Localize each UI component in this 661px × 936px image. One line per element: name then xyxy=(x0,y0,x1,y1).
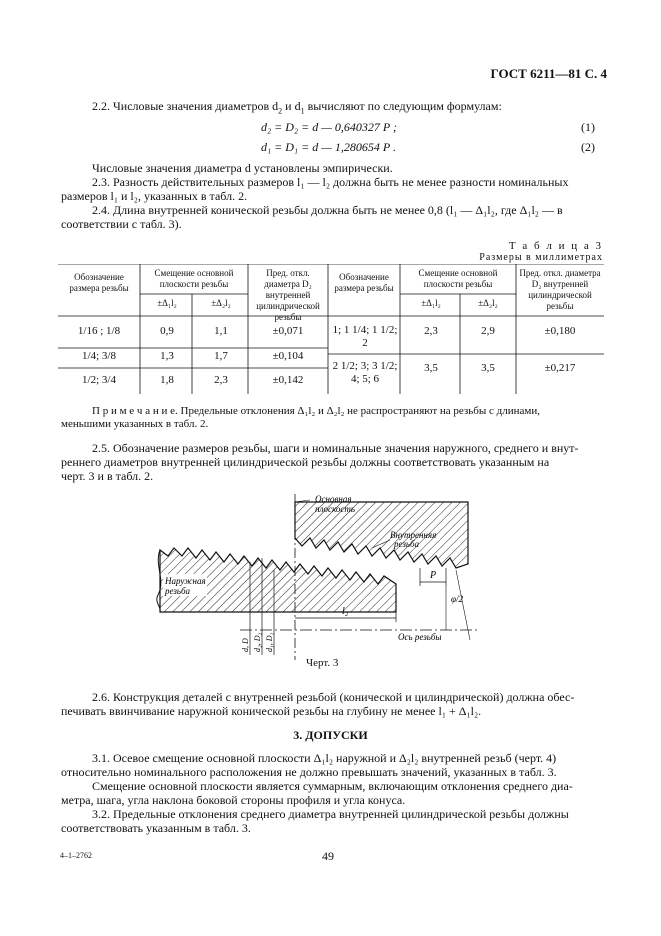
p2-2-text-a: 2.2. Числовые значения диаметров d xyxy=(92,99,279,113)
paragraph-2-4-line1: 2.4. Длина внутренней конической резьбы должна быть не менее 0,8 (l₁ — Δ₁l₂, где Δ₁l₂ — в xyxy=(92,203,563,217)
th-d2-right: ±Δ₂l₂ xyxy=(478,298,498,308)
row-r2-b: 3,5 xyxy=(481,362,495,374)
p2-2-text-c: вычисляют по следующим формулам: xyxy=(304,99,502,113)
label-d1-D1: d₁, D₁ xyxy=(265,632,274,652)
label-external-1: Наружная xyxy=(165,576,206,586)
th-dev-right: Пред. откл. диаметра D₂ внутренней цилиндрической резьбы xyxy=(519,268,601,311)
table-units: Размеры в миллиметрах xyxy=(479,252,603,263)
row3-c: ±0,142 xyxy=(272,374,304,386)
th-offset-left: Смещение основной плоскости резьбы xyxy=(154,268,234,289)
label-base-plane-1: Основная xyxy=(315,494,352,504)
paragraph-2-6-line2: печивать ввинчивание наружной конической резьбы на глубину не менее l₁ + Δ₁l₂. xyxy=(61,704,482,718)
p2-2-sub-b: 1 xyxy=(300,106,305,116)
paragraph-3-1b-line1: Смещение основной плоскости является суммарным, включающим отклонения среднего диа- xyxy=(92,779,573,793)
row3-size: 1/2; 3/4 xyxy=(82,374,116,386)
label-l2: l₂ xyxy=(342,606,349,617)
paragraph-3-1-line1: 3.1. Осевое смещение основной плоскости Δ₁l₂ наружной и Δ₂l₂ внутренней резьб (черт. 4) xyxy=(92,751,557,765)
note-text-1: Предельные отклонения Δ₁l₂ и Δ₂l₂ не распространяют на резьбы с длинами, xyxy=(177,405,540,417)
paragraph-d: Числовые значения диаметра d установлены эмпирически. xyxy=(92,161,393,175)
row-r1-a: 2,3 xyxy=(424,325,438,337)
figure-caption: Черт. 3 xyxy=(306,657,339,669)
page-header: ГОСТ 6211—81 С. 4 xyxy=(490,66,607,81)
label-d-D: d, D xyxy=(241,638,250,652)
th-designation-left: Обозначение размера резьбы xyxy=(69,272,129,293)
paragraph-2-5-line3: черт. 3 и в табл. 2. xyxy=(61,469,154,483)
row-r1-size: 1; 1 1/4; 1 1/2; 2 xyxy=(332,324,398,349)
row1-b: 1,1 xyxy=(214,325,228,337)
section-title: 3. ДОПУСКИ xyxy=(293,728,368,742)
paragraph-2-4-line2: соответствии с табл. 3). xyxy=(61,217,182,231)
paragraph-2-6-line1: 2.6. Конструкция деталей с внутренней резьбой (конической и цилиндрической) должна обес- xyxy=(92,690,575,704)
th-d1-right: ±Δ₁l₂ xyxy=(421,298,441,308)
row-r2-c: ±0,217 xyxy=(544,362,576,374)
th-d2-left: ±Δ₂l₂ xyxy=(211,298,231,308)
row2-c: ±0,104 xyxy=(272,350,304,362)
row-r2-a: 3,5 xyxy=(424,362,438,374)
footer-code: 4–1–2762 xyxy=(60,851,92,860)
paragraph-3-1-line2: относительно номинального расположения не должно превышать значений, указанных в табл. 3. xyxy=(61,765,557,779)
thread-drawing xyxy=(150,490,490,660)
paragraph-2-2 xyxy=(92,99,502,118)
note-label: П р и м е ч а н и е. xyxy=(92,405,178,417)
table-label: Т а б л и ц а 3 xyxy=(508,240,603,252)
note-line2: меньшими указанных в табл. 2. xyxy=(61,418,209,430)
row3-b: 2,3 xyxy=(214,374,228,386)
row-r2-size: 2 1/2; 3; 3 1/2; 4; 5; 6 xyxy=(332,360,398,385)
label-internal-1: Внутренняя xyxy=(390,530,437,540)
th-dev-left: Пред. откл. диаметра D₂ внутренней цилиндрической резьбы xyxy=(256,268,320,322)
label-external-2: резьба xyxy=(165,586,191,596)
label-half-angle: φ/2 xyxy=(451,594,463,604)
paragraph-2-5-line1: 2.5. Обозначение размеров резьбы, шаги и номинальные значения наружного, среднего и внут- xyxy=(92,441,579,455)
row3-a: 1,8 xyxy=(160,374,174,386)
formula-2: d₁ = D₁ = d — 1,280654 P . xyxy=(261,140,396,154)
row2-a: 1,3 xyxy=(160,350,174,362)
label-axis: Ось резьбы xyxy=(398,632,442,642)
th-designation-right: Обозначение размера резьбы xyxy=(334,272,394,293)
formula-2-number: (2) xyxy=(581,140,595,154)
note-line1 xyxy=(92,405,600,418)
row-r1-c: ±0,180 xyxy=(544,325,576,337)
row2-size: 1/4; 3/8 xyxy=(82,350,116,362)
paragraph-3-2-line2: соответствовать указанным в табл. 3. xyxy=(61,821,251,835)
th-d1-left: ±Δ₁l₂ xyxy=(157,298,177,308)
label-pitch: P xyxy=(430,570,437,581)
page-number: 49 xyxy=(322,849,334,863)
formula-1-number: (1) xyxy=(581,120,595,134)
paragraph-2-3-line1: 2.3. Разность действительных размеров l₁ — l₂ должна быть не менее разности номинальных xyxy=(92,175,569,189)
formula-1: d₂ = D₂ = d — 0,640327 P ; xyxy=(261,120,397,134)
p2-2-text-b: и d xyxy=(282,99,301,113)
p2-2-sub-a: 2 xyxy=(278,106,283,116)
row1-size: 1/16 ; 1/8 xyxy=(77,325,121,337)
label-internal-2: резьба xyxy=(394,539,420,549)
th-offset-right: Смещение основной плоскости резьбы xyxy=(418,268,498,289)
paragraph-3-2-line1: 3.2. Предельные отклонения среднего диаметра внутренней цилиндрической резьбы должны xyxy=(92,807,569,821)
row-r1-b: 2,9 xyxy=(481,325,495,337)
label-d2-D2: d₂, D₂ xyxy=(253,632,262,652)
row1-a: 0,9 xyxy=(160,325,174,337)
label-base-plane-2: плоскость xyxy=(315,504,355,514)
paragraph-2-3-line2: размеров l₁ и l₂, указанных в табл. 2. xyxy=(61,189,248,203)
row1-c: ±0,071 xyxy=(272,325,304,337)
paragraph-3-1b-line2: метра, шага, угла наклона боковой стороны профиля и угла конуса. xyxy=(61,793,406,807)
paragraph-2-5-line2: реннего диаметров внутренней цилиндрической резьбы должны соответствовать указанным на xyxy=(61,455,550,469)
row2-b: 1,7 xyxy=(214,350,228,362)
